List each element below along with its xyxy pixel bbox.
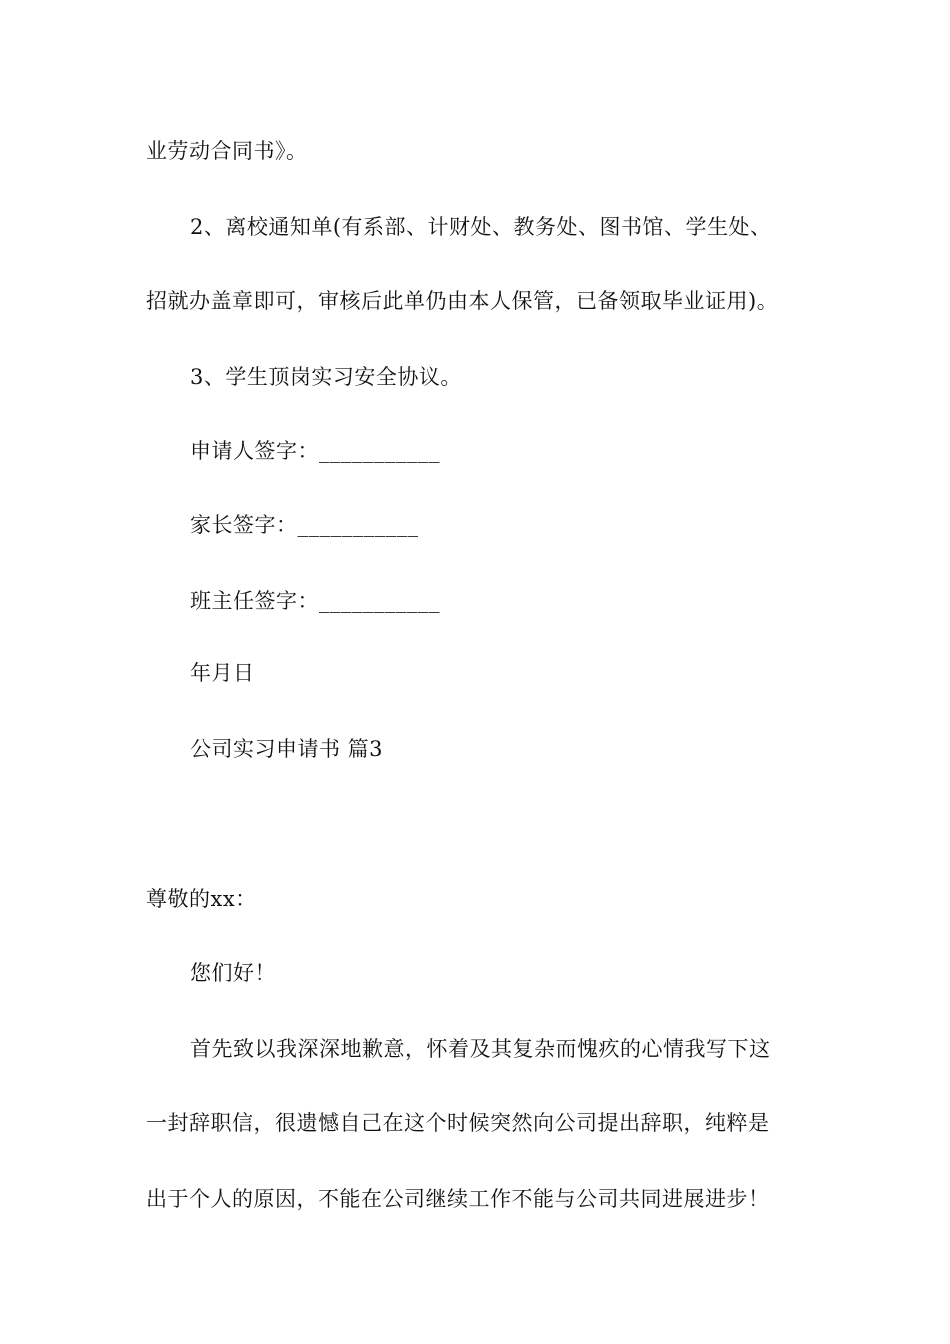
paragraph-line: 招就办盖章即可，审核后此单仍由本人保管，已备领取毕业证用)。	[146, 289, 779, 313]
teacher-signature-line: 班主任签字：___________	[190, 589, 440, 613]
paragraph-line: 业劳动合同书》。	[146, 139, 308, 163]
date-line: 年月日	[190, 661, 255, 685]
paragraph-line: 一封辞职信，很遗憾自己在这个时候突然向公司提出辞职，纯粹是	[146, 1111, 770, 1135]
section-title: 公司实习申请书 篇3	[190, 737, 384, 761]
list-item-2: 2、离校通知单(有系部、计财处、教务处、图书馆、学生处、	[190, 215, 772, 239]
greeting: 您们好！	[190, 961, 276, 985]
list-item-3: 3、学生顶岗实习安全协议。	[190, 365, 462, 389]
parent-signature-line: 家长签字：___________	[190, 513, 419, 537]
salutation: 尊敬的xx：	[146, 887, 257, 911]
paragraph-line: 出于个人的原因，不能在公司继续工作不能与公司共同进展进步！	[146, 1187, 770, 1211]
applicant-signature-line: 申请人签字：___________	[190, 439, 440, 463]
paragraph-line: 首先致以我深深地歉意，怀着及其复杂而愧疚的心情我写下这	[190, 1037, 771, 1061]
